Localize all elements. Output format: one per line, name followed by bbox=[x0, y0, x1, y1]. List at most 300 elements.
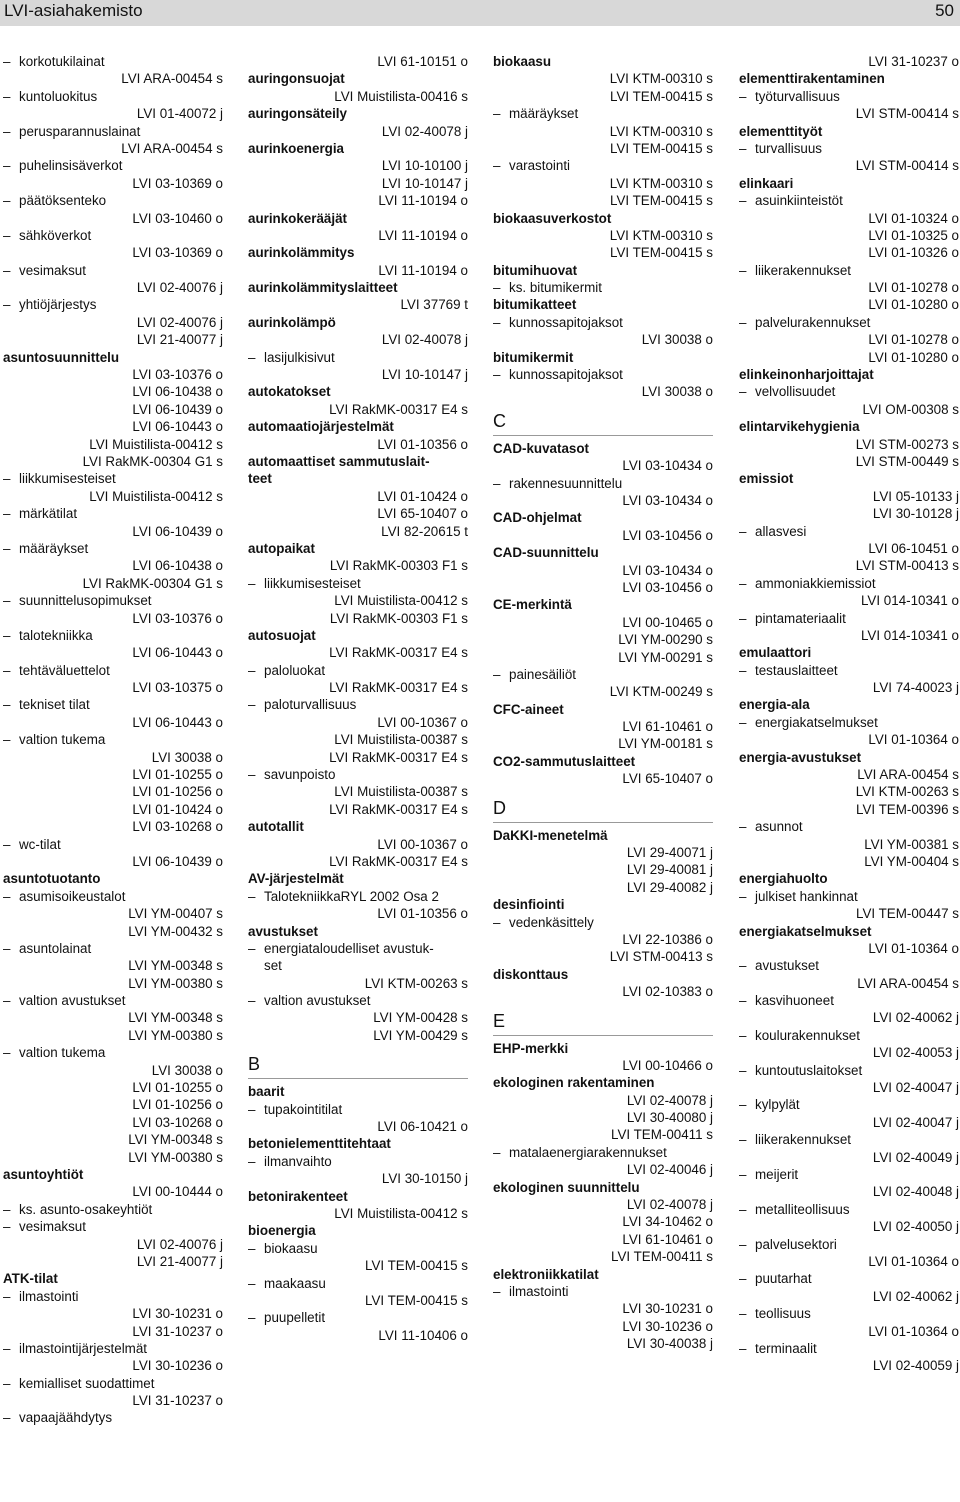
index-subentry: – kasvihuoneet bbox=[739, 992, 959, 1009]
index-reference: LVI 03-10268 o bbox=[132, 1114, 223, 1130]
index-heading: aurinkoenergia bbox=[248, 140, 344, 156]
index-heading: bitumikermit bbox=[493, 349, 574, 365]
index-subentry: – puutarhat bbox=[739, 1270, 959, 1287]
index-heading: desinfiointi bbox=[493, 897, 565, 913]
index-reference: LVI 02-40048 j bbox=[872, 1184, 959, 1200]
index-reference: LVI 11-10406 o bbox=[378, 1327, 468, 1343]
index-reference: LVI 74-40023 j bbox=[872, 680, 959, 696]
index-subentry: – turvallisuus bbox=[739, 140, 959, 157]
index-subentry: – ilmastointi bbox=[3, 1288, 223, 1305]
index-reference: LVI 06-10439 o bbox=[132, 401, 223, 417]
index-reference: LVI RakMK-00317 E4 s bbox=[329, 749, 468, 765]
index-subentry: – ks. bitumikermit bbox=[493, 279, 713, 296]
index-reference: LVI 02-40047 j bbox=[872, 1114, 959, 1130]
index-subentry: – meijerit bbox=[739, 1166, 959, 1183]
index-reference: LVI 02-40053 j bbox=[872, 1045, 959, 1061]
index-subentry: – matalaenergiarakennukset bbox=[493, 1144, 713, 1161]
index-reference: LVI Muistilista-00416 s bbox=[334, 88, 468, 104]
section-letter: E bbox=[493, 1001, 713, 1036]
index-reference: LVI STM-00273 s bbox=[855, 436, 959, 452]
index-heading: energiahuolto bbox=[739, 871, 828, 887]
index-reference: LVI OM-00308 s bbox=[862, 401, 959, 417]
index-reference: LVI 06-10443 o bbox=[132, 714, 223, 730]
index-reference: LVI 00-10466 o bbox=[622, 1057, 713, 1073]
index-heading: bitumihuovat bbox=[493, 262, 578, 278]
index-reference: LVI 31-10237 o bbox=[868, 54, 959, 69]
index-reference: LVI TEM-00411 s bbox=[611, 1127, 713, 1143]
index-reference: LVI 01-10255 o bbox=[132, 767, 223, 783]
index-reference: LVI ARA-00454 s bbox=[857, 975, 959, 991]
index-reference: LVI 10-10147 j bbox=[381, 367, 468, 383]
index-reference: LVI YM-00429 s bbox=[373, 1027, 468, 1043]
index-reference: LVI STM-00414 s bbox=[855, 158, 959, 174]
index-subentry: – kemialliset suodattimet bbox=[3, 1375, 223, 1392]
index-reference: LVI Muistilista-00387 s bbox=[334, 784, 468, 800]
index-reference: LVI 01-10325 o bbox=[868, 227, 959, 243]
index-heading: aurinkokerääjät bbox=[248, 210, 347, 226]
index-heading: teet bbox=[248, 471, 272, 487]
index-reference: LVI 02-40078 j bbox=[626, 1197, 713, 1213]
index-subentry: – työturvallisuus bbox=[739, 88, 959, 105]
index-reference: LVI 03-10369 o bbox=[132, 245, 223, 261]
page-number: 50 bbox=[935, 1, 954, 20]
index-heading: ekologinen suunnittelu bbox=[493, 1179, 640, 1195]
index-heading: autokatokset bbox=[248, 384, 331, 400]
index-subentry: – tehtäväluettelot bbox=[3, 662, 223, 679]
index-subentry: – ilmanvaihto bbox=[248, 1153, 468, 1170]
index-reference: LVI Muistilista-00412 s bbox=[334, 1206, 468, 1221]
index-column-1 bbox=[3, 53, 223, 1427]
index-reference: LVI 014-10341 o bbox=[860, 627, 959, 643]
index-heading: bitumikatteet bbox=[493, 297, 577, 313]
index-reference: LVI 03-10376 o bbox=[132, 610, 223, 626]
index-reference: LVI 014-10341 o bbox=[860, 593, 959, 609]
index-subentry: – teollisuus bbox=[739, 1305, 959, 1322]
index-reference: LVI 02-40046 j bbox=[626, 1162, 713, 1178]
index-subentry: – vapaajäähdytys bbox=[3, 1409, 223, 1426]
index-subentry: – sähköverkot bbox=[3, 227, 223, 244]
index-reference: LVI YM-00291 s bbox=[618, 649, 713, 665]
index-reference: LVI TEM-00447 s bbox=[856, 906, 959, 922]
index-subentry: – kunnossapitojaksot bbox=[493, 314, 713, 331]
index-reference: LVI 01-10424 o bbox=[377, 488, 468, 504]
index-subentry: – energiataloudelliset avustuk- bbox=[248, 940, 468, 957]
index-heading: bioenergia bbox=[248, 1223, 316, 1239]
index-subentry: – ilmastointijärjestelmät bbox=[3, 1340, 223, 1357]
index-heading: CAD-ohjelmat bbox=[493, 510, 582, 526]
index-reference: LVI YM-00381 s bbox=[864, 836, 959, 852]
index-heading: aurinkolämpö bbox=[248, 314, 336, 330]
index-reference: LVI 01-10256 o bbox=[132, 784, 223, 800]
index-reference: LVI 03-10434 o bbox=[622, 492, 713, 508]
index-column-2 bbox=[248, 53, 468, 1344]
index-reference: LVI YM-00348 s bbox=[128, 1010, 223, 1026]
index-reference: LVI 02-10383 o bbox=[622, 984, 713, 1000]
index-subentry: – wc-tilat bbox=[3, 836, 223, 853]
index-reference: LVI 30038 o bbox=[641, 384, 713, 400]
index-subentry: – vesimaksut bbox=[3, 1218, 223, 1235]
index-reference: LVI 30-40080 j bbox=[626, 1110, 713, 1126]
index-subentry: – kylpylät bbox=[739, 1096, 959, 1113]
index-subentry: – allasvesi bbox=[739, 523, 959, 540]
index-reference: LVI 03-10369 o bbox=[132, 175, 223, 191]
index-reference: LVI 82-20615 t bbox=[381, 523, 468, 539]
index-heading: elinkeinonharjoittajat bbox=[739, 367, 874, 383]
index-reference: LVI KTM-00249 s bbox=[609, 684, 713, 700]
index-heading: aurinkolämmityslaitteet bbox=[248, 280, 398, 296]
index-subentry: – tupakointitilat bbox=[248, 1101, 468, 1118]
index-reference: LVI 00-10465 o bbox=[622, 614, 713, 630]
index-subentry: – paloluokat bbox=[248, 662, 468, 679]
index-reference: LVI 03-10376 o bbox=[132, 367, 223, 383]
index-subentry: – asunnot bbox=[739, 818, 959, 835]
index-heading: biokaasuverkostot bbox=[493, 210, 612, 226]
index-reference: LVI TEM-00411 s bbox=[611, 1249, 713, 1265]
index-reference: LVI 30-40038 j bbox=[626, 1336, 713, 1352]
index-subentry: – varastointi bbox=[493, 157, 713, 174]
index-reference: LVI Muistilista-00387 s bbox=[334, 732, 468, 748]
index-reference: LVI RakMK-00303 F1 s bbox=[329, 558, 468, 574]
index-subentry: – palvelusektori bbox=[739, 1236, 959, 1253]
index-reference: LVI 05-10133 j bbox=[872, 488, 959, 504]
index-reference: LVI 30-10231 o bbox=[622, 1301, 713, 1317]
index-reference: LVI 01-10424 o bbox=[132, 801, 223, 817]
index-subentry: – energiakatselmukset bbox=[739, 714, 959, 731]
index-column-3 bbox=[493, 53, 713, 1353]
index-reference: LVI 61-10461 o bbox=[622, 1231, 713, 1247]
index-reference: LVI 30038 o bbox=[641, 332, 713, 348]
index-reference: LVI YM-00380 s bbox=[128, 1149, 223, 1165]
index-reference: LVI 01-10278 o bbox=[868, 280, 959, 296]
index-reference: LVI 29-40082 j bbox=[626, 879, 713, 895]
index-subentry: – julkiset hankinnat bbox=[739, 888, 959, 905]
index-heading: elinkaari bbox=[739, 175, 794, 191]
index-reference: LVI 02-40049 j bbox=[872, 1149, 959, 1165]
index-reference: LVI 03-10460 o bbox=[132, 210, 223, 226]
index-reference: LVI KTM-00310 s bbox=[609, 227, 713, 243]
index-reference: LVI 03-10434 o bbox=[622, 562, 713, 578]
index-reference: LVI 06-10439 o bbox=[132, 523, 223, 539]
index-reference: LVI RakMK-00317 E4 s bbox=[329, 401, 468, 417]
index-reference: LVI KTM-00263 s bbox=[855, 784, 959, 800]
index-reference: LVI 02-40078 j bbox=[381, 123, 468, 139]
index-subentry: – liikkumisesteiset bbox=[3, 470, 223, 487]
index-subentry: – avustukset bbox=[739, 957, 959, 974]
index-heading: emulaattori bbox=[739, 645, 812, 661]
index-reference: LVI KTM-00263 s bbox=[364, 975, 468, 991]
index-reference: LVI 02-40076 j bbox=[136, 280, 223, 296]
section-letter: D bbox=[493, 788, 713, 823]
index-reference: LVI YM-00348 s bbox=[128, 1132, 223, 1148]
index-subentry: – päätöksenteko bbox=[3, 192, 223, 209]
index-subentry: – kuntoluokitus bbox=[3, 88, 223, 105]
index-heading: ATK-tilat bbox=[3, 1271, 58, 1287]
index-reference: LVI 30-10236 o bbox=[622, 1318, 713, 1334]
index-reference: LVI YM-00348 s bbox=[128, 958, 223, 974]
index-reference: LVI Muistilista-00412 s bbox=[89, 488, 223, 504]
index-subentry: – paloturvallisuus bbox=[248, 696, 468, 713]
index-heading: elementtirakentaminen bbox=[739, 71, 885, 87]
index-reference: LVI 01-10280 o bbox=[868, 297, 959, 313]
index-reference: LVI ARA-00454 s bbox=[121, 71, 223, 87]
index-subentry: – vesimaksut bbox=[3, 262, 223, 279]
page-header bbox=[0, 0, 960, 26]
index-subentry: – testauslaitteet bbox=[739, 662, 959, 679]
index-subentry: – maakaasu bbox=[248, 1275, 468, 1292]
index-subentry: – palvelurakennukset bbox=[739, 314, 959, 331]
index-subentry: – valtion tukema bbox=[3, 731, 223, 748]
index-reference: LVI 03-10268 o bbox=[132, 819, 223, 835]
index-subentry: – liikerakennukset bbox=[739, 1131, 959, 1148]
index-reference: LVI 03-10375 o bbox=[132, 680, 223, 696]
index-reference: LVI YM-00380 s bbox=[128, 975, 223, 991]
index-reference: LVI 01-10280 o bbox=[868, 349, 959, 365]
index-reference: LVI 37769 t bbox=[400, 297, 468, 313]
index-reference: LVI ARA-00454 s bbox=[121, 140, 223, 156]
index-reference: LVI 61-10151 o bbox=[377, 54, 468, 69]
index-heading: betonirakenteet bbox=[248, 1188, 348, 1204]
index-reference: LVI RakMK-00317 E4 s bbox=[329, 853, 468, 869]
index-reference: LVI 02-40076 j bbox=[136, 314, 223, 330]
index-reference: LVI 06-10421 o bbox=[377, 1119, 468, 1135]
index-subentry: – puupelletit bbox=[248, 1309, 468, 1326]
index-reference: LVI 06-10451 o bbox=[868, 540, 959, 556]
index-subentry: – metalliteollisuus bbox=[739, 1201, 959, 1218]
index-subentry: – asuntolainat bbox=[3, 940, 223, 957]
index-column-4 bbox=[739, 53, 959, 1375]
index-reference: LVI STM-00449 s bbox=[855, 453, 959, 469]
index-reference: LVI 02-40050 j bbox=[872, 1219, 959, 1235]
index-reference: LVI YM-00290 s bbox=[618, 632, 713, 648]
index-subentry: – liikkumisesteiset bbox=[248, 575, 468, 592]
index-subentry: – ammoniakkiemissiot bbox=[739, 575, 959, 592]
index-reference: LVI 06-10439 o bbox=[132, 853, 223, 869]
index-subentry-cont: set bbox=[264, 958, 282, 974]
index-reference: LVI 00-10444 o bbox=[132, 1184, 223, 1200]
index-subentry: – asumisoikeustalot bbox=[3, 888, 223, 905]
index-heading: autosuojat bbox=[248, 627, 316, 643]
index-heading: emissiot bbox=[739, 471, 794, 487]
index-reference: LVI 01-10364 o bbox=[868, 1253, 959, 1269]
index-heading: CAD-kuvatasot bbox=[493, 440, 589, 456]
index-reference: LVI 30-10150 j bbox=[381, 1171, 468, 1187]
index-reference: LVI 01-10255 o bbox=[132, 1080, 223, 1096]
index-heading: automaatiojärjestelmät bbox=[248, 419, 394, 435]
index-reference: LVI 01-10356 o bbox=[377, 436, 468, 452]
index-heading: aurinkolämmitys bbox=[248, 245, 355, 261]
index-reference: LVI Muistilista-00412 s bbox=[334, 593, 468, 609]
index-reference: LVI 01-10324 o bbox=[868, 210, 959, 226]
index-reference: LVI TEM-00415 s bbox=[610, 193, 713, 209]
index-reference: LVI YM-00404 s bbox=[864, 853, 959, 869]
document-title: LVI-asiahakemisto bbox=[4, 1, 143, 20]
index-reference: LVI YM-00380 s bbox=[128, 1027, 223, 1043]
index-subentry: – koulurakennukset bbox=[739, 1027, 959, 1044]
index-reference: LVI 06-10438 o bbox=[132, 558, 223, 574]
index-subentry: – puhelinsisäverkot bbox=[3, 157, 223, 174]
section-letter: C bbox=[493, 401, 713, 436]
index-reference: LVI 31-10237 o bbox=[132, 1393, 223, 1409]
index-heading: CE-merkintä bbox=[493, 597, 572, 613]
index-reference: LVI 01-10364 o bbox=[868, 940, 959, 956]
index-reference: LVI TEM-00396 s bbox=[856, 801, 959, 817]
index-reference: LVI 06-10438 o bbox=[132, 384, 223, 400]
index-heading: energia-ala bbox=[739, 697, 810, 713]
index-reference: LVI 21-40077 j bbox=[136, 1253, 223, 1269]
index-reference: LVI RakMK-00303 F1 s bbox=[329, 610, 468, 626]
index-reference: LVI 34-10462 o bbox=[622, 1214, 713, 1230]
index-heading: elintarvikehygienia bbox=[739, 419, 860, 435]
index-reference: LVI 11-10194 o bbox=[378, 262, 468, 278]
index-subentry: – valtion avustukset bbox=[3, 992, 223, 1009]
index-subentry: – tekniset tilat bbox=[3, 696, 223, 713]
index-reference: LVI 01-10364 o bbox=[868, 732, 959, 748]
index-reference: LVI TEM-00415 s bbox=[365, 1292, 468, 1308]
index-subentry: – pintamateriaalit bbox=[739, 610, 959, 627]
index-reference: LVI 02-40062 j bbox=[872, 1288, 959, 1304]
index-subentry: – TalotekniikkaRYL 2002 Osa 2 bbox=[248, 888, 468, 905]
index-reference: LVI TEM-00415 s bbox=[610, 88, 713, 104]
index-subentry: – asuinkiinteistöt bbox=[739, 192, 959, 209]
index-reference: LVI 30038 o bbox=[151, 1062, 223, 1078]
index-heading: autopaikat bbox=[248, 540, 315, 556]
index-reference: LVI 65-10407 o bbox=[622, 771, 713, 787]
index-subentry: – liikerakennukset bbox=[739, 262, 959, 279]
index-heading: autotallit bbox=[248, 819, 304, 835]
index-heading: energia-avustukset bbox=[739, 749, 862, 765]
index-reference: LVI 03-10456 o bbox=[622, 527, 713, 543]
index-reference: LVI 30038 o bbox=[151, 749, 223, 765]
index-heading: avustukset bbox=[248, 923, 318, 939]
index-subentry: – kunnossapitojaksot bbox=[493, 366, 713, 383]
index-reference: LVI 30-10236 o bbox=[132, 1358, 223, 1374]
index-reference: LVI 06-10443 o bbox=[132, 645, 223, 661]
index-subentry: – lasijulkisivut bbox=[248, 349, 468, 366]
index-reference: LVI 29-40071 j bbox=[626, 845, 713, 861]
index-subentry: – ilmastointi bbox=[493, 1283, 713, 1300]
index-heading: baarit bbox=[248, 1084, 285, 1100]
index-reference: LVI RakMK-00317 E4 s bbox=[329, 645, 468, 661]
index-reference: LVI YM-00181 s bbox=[618, 736, 713, 752]
index-reference: LVI 06-10443 o bbox=[132, 419, 223, 435]
index-reference: LVI 02-40078 j bbox=[381, 332, 468, 348]
index-reference: LVI 21-40077 j bbox=[136, 332, 223, 348]
index-reference: LVI RakMK-00317 E4 s bbox=[329, 680, 468, 696]
index-heading: asuntosuunnittelu bbox=[3, 349, 120, 365]
index-reference: LVI 00-10367 o bbox=[377, 714, 468, 730]
index-heading: asuntoyhtiöt bbox=[3, 1167, 84, 1182]
index-heading: elektroniikkatilat bbox=[493, 1266, 599, 1282]
index-subentry: – kuntoutuslaitokset bbox=[739, 1062, 959, 1079]
index-reference: LVI 11-10194 o bbox=[378, 193, 468, 209]
index-heading: CO2-sammutuslaitteet bbox=[493, 753, 636, 769]
index-subentry: – suunnittelusopimukset bbox=[3, 592, 223, 609]
index-subentry: – biokaasu bbox=[248, 1240, 468, 1257]
index-reference: LVI KTM-00310 s bbox=[609, 175, 713, 191]
index-reference: LVI 01-10364 o bbox=[868, 1323, 959, 1339]
index-subentry: – yhtiöjärjestys bbox=[3, 296, 223, 313]
index-heading: diskonttaus bbox=[493, 966, 569, 982]
index-heading: betonielementtitehtaat bbox=[248, 1136, 391, 1152]
index-reference: LVI TEM-00415 s bbox=[610, 245, 713, 261]
index-reference: LVI TEM-00415 s bbox=[610, 140, 713, 156]
index-reference: LVI 01-10256 o bbox=[132, 1097, 223, 1113]
index-reference: LVI 31-10237 o bbox=[132, 1323, 223, 1339]
index-heading: CFC-aineet bbox=[493, 701, 564, 717]
index-reference: LVI STM-00414 s bbox=[855, 106, 959, 122]
section-letter: B bbox=[248, 1044, 468, 1079]
index-reference: LVI 61-10461 o bbox=[622, 719, 713, 735]
index-subentry: – märkätilat bbox=[3, 505, 223, 522]
index-subentry: – velvollisuudet bbox=[739, 383, 959, 400]
index-reference: LVI YM-00432 s bbox=[128, 923, 223, 939]
index-reference: LVI 01-40072 j bbox=[136, 106, 223, 122]
index-subentry: – valtion avustukset bbox=[248, 992, 468, 1009]
index-reference: LVI 01-10326 o bbox=[868, 245, 959, 261]
index-reference: LVI 11-10194 o bbox=[378, 227, 468, 243]
index-reference: LVI YM-00428 s bbox=[373, 1010, 468, 1026]
index-subentry: – määräykset bbox=[493, 105, 713, 122]
index-subentry: – perusparannuslainat bbox=[3, 123, 223, 140]
index-heading: energiakatselmukset bbox=[739, 923, 872, 939]
index-subentry: – korkotukilainat bbox=[3, 53, 223, 70]
index-heading: asuntotuotanto bbox=[3, 871, 101, 887]
index-subentry: – talotekniikka bbox=[3, 627, 223, 644]
index-reference: LVI 02-40078 j bbox=[626, 1092, 713, 1108]
index-reference: LVI 10-10100 j bbox=[381, 158, 468, 174]
index-reference: LVI TEM-00415 s bbox=[365, 1258, 468, 1274]
index-subentry: – ks. asunto-osakeyhtiöt bbox=[3, 1201, 223, 1218]
index-heading: automaattiset sammutuslait- bbox=[248, 453, 430, 469]
index-reference: LVI 10-10147 j bbox=[381, 175, 468, 191]
index-reference: LVI 02-40047 j bbox=[872, 1080, 959, 1096]
index-reference: LVI RakMK-00317 E4 s bbox=[329, 801, 468, 817]
index-heading: auringonsäteily bbox=[248, 106, 347, 122]
index-reference: LVI 03-10456 o bbox=[622, 579, 713, 595]
index-subentry: – rakennesuunnittelu bbox=[493, 475, 713, 492]
index-subentry: – terminaalit bbox=[739, 1340, 959, 1357]
index-reference: LVI 65-10407 o bbox=[377, 506, 468, 522]
index-reference: LVI 01-10278 o bbox=[868, 332, 959, 348]
index-reference: LVI 22-10386 o bbox=[622, 931, 713, 947]
index-reference: LVI 01-10356 o bbox=[377, 906, 468, 922]
index-subentry: – vedenkäsittely bbox=[493, 914, 713, 931]
index-reference: LVI 29-40081 j bbox=[626, 862, 713, 878]
index-reference: LVI 02-40076 j bbox=[136, 1236, 223, 1252]
index-reference: LVI 03-10434 o bbox=[622, 458, 713, 474]
index-reference: LVI 02-40062 j bbox=[872, 1010, 959, 1026]
index-heading: ekologinen rakentaminen bbox=[493, 1075, 655, 1091]
index-heading: CAD-suunnittelu bbox=[493, 545, 599, 561]
index-reference: LVI RakMK-00304 G1 s bbox=[82, 453, 223, 469]
index-reference: LVI STM-00413 s bbox=[609, 949, 713, 965]
index-reference: LVI 02-40059 j bbox=[872, 1358, 959, 1374]
index-heading: elementtityöt bbox=[739, 123, 823, 139]
index-reference: LVI 30-10128 j bbox=[872, 506, 959, 522]
index-subentry: – painesäiliöt bbox=[493, 666, 713, 683]
index-reference: LVI ARA-00454 s bbox=[857, 767, 959, 783]
index-reference: LVI STM-00413 s bbox=[855, 558, 959, 574]
index-heading: EHP-merkki bbox=[493, 1040, 569, 1056]
index-reference: LVI RakMK-00304 G1 s bbox=[82, 575, 223, 591]
index-subentry: – savunpoisto bbox=[248, 766, 468, 783]
index-reference: LVI 30-10231 o bbox=[132, 1306, 223, 1322]
index-reference: LVI Muistilista-00412 s bbox=[89, 436, 223, 452]
index-heading: DaKKI-menetelmä bbox=[493, 827, 608, 843]
index-reference: LVI YM-00407 s bbox=[128, 906, 223, 922]
index-reference: LVI KTM-00310 s bbox=[609, 71, 713, 87]
index-heading: AV-järjestelmät bbox=[248, 871, 344, 887]
